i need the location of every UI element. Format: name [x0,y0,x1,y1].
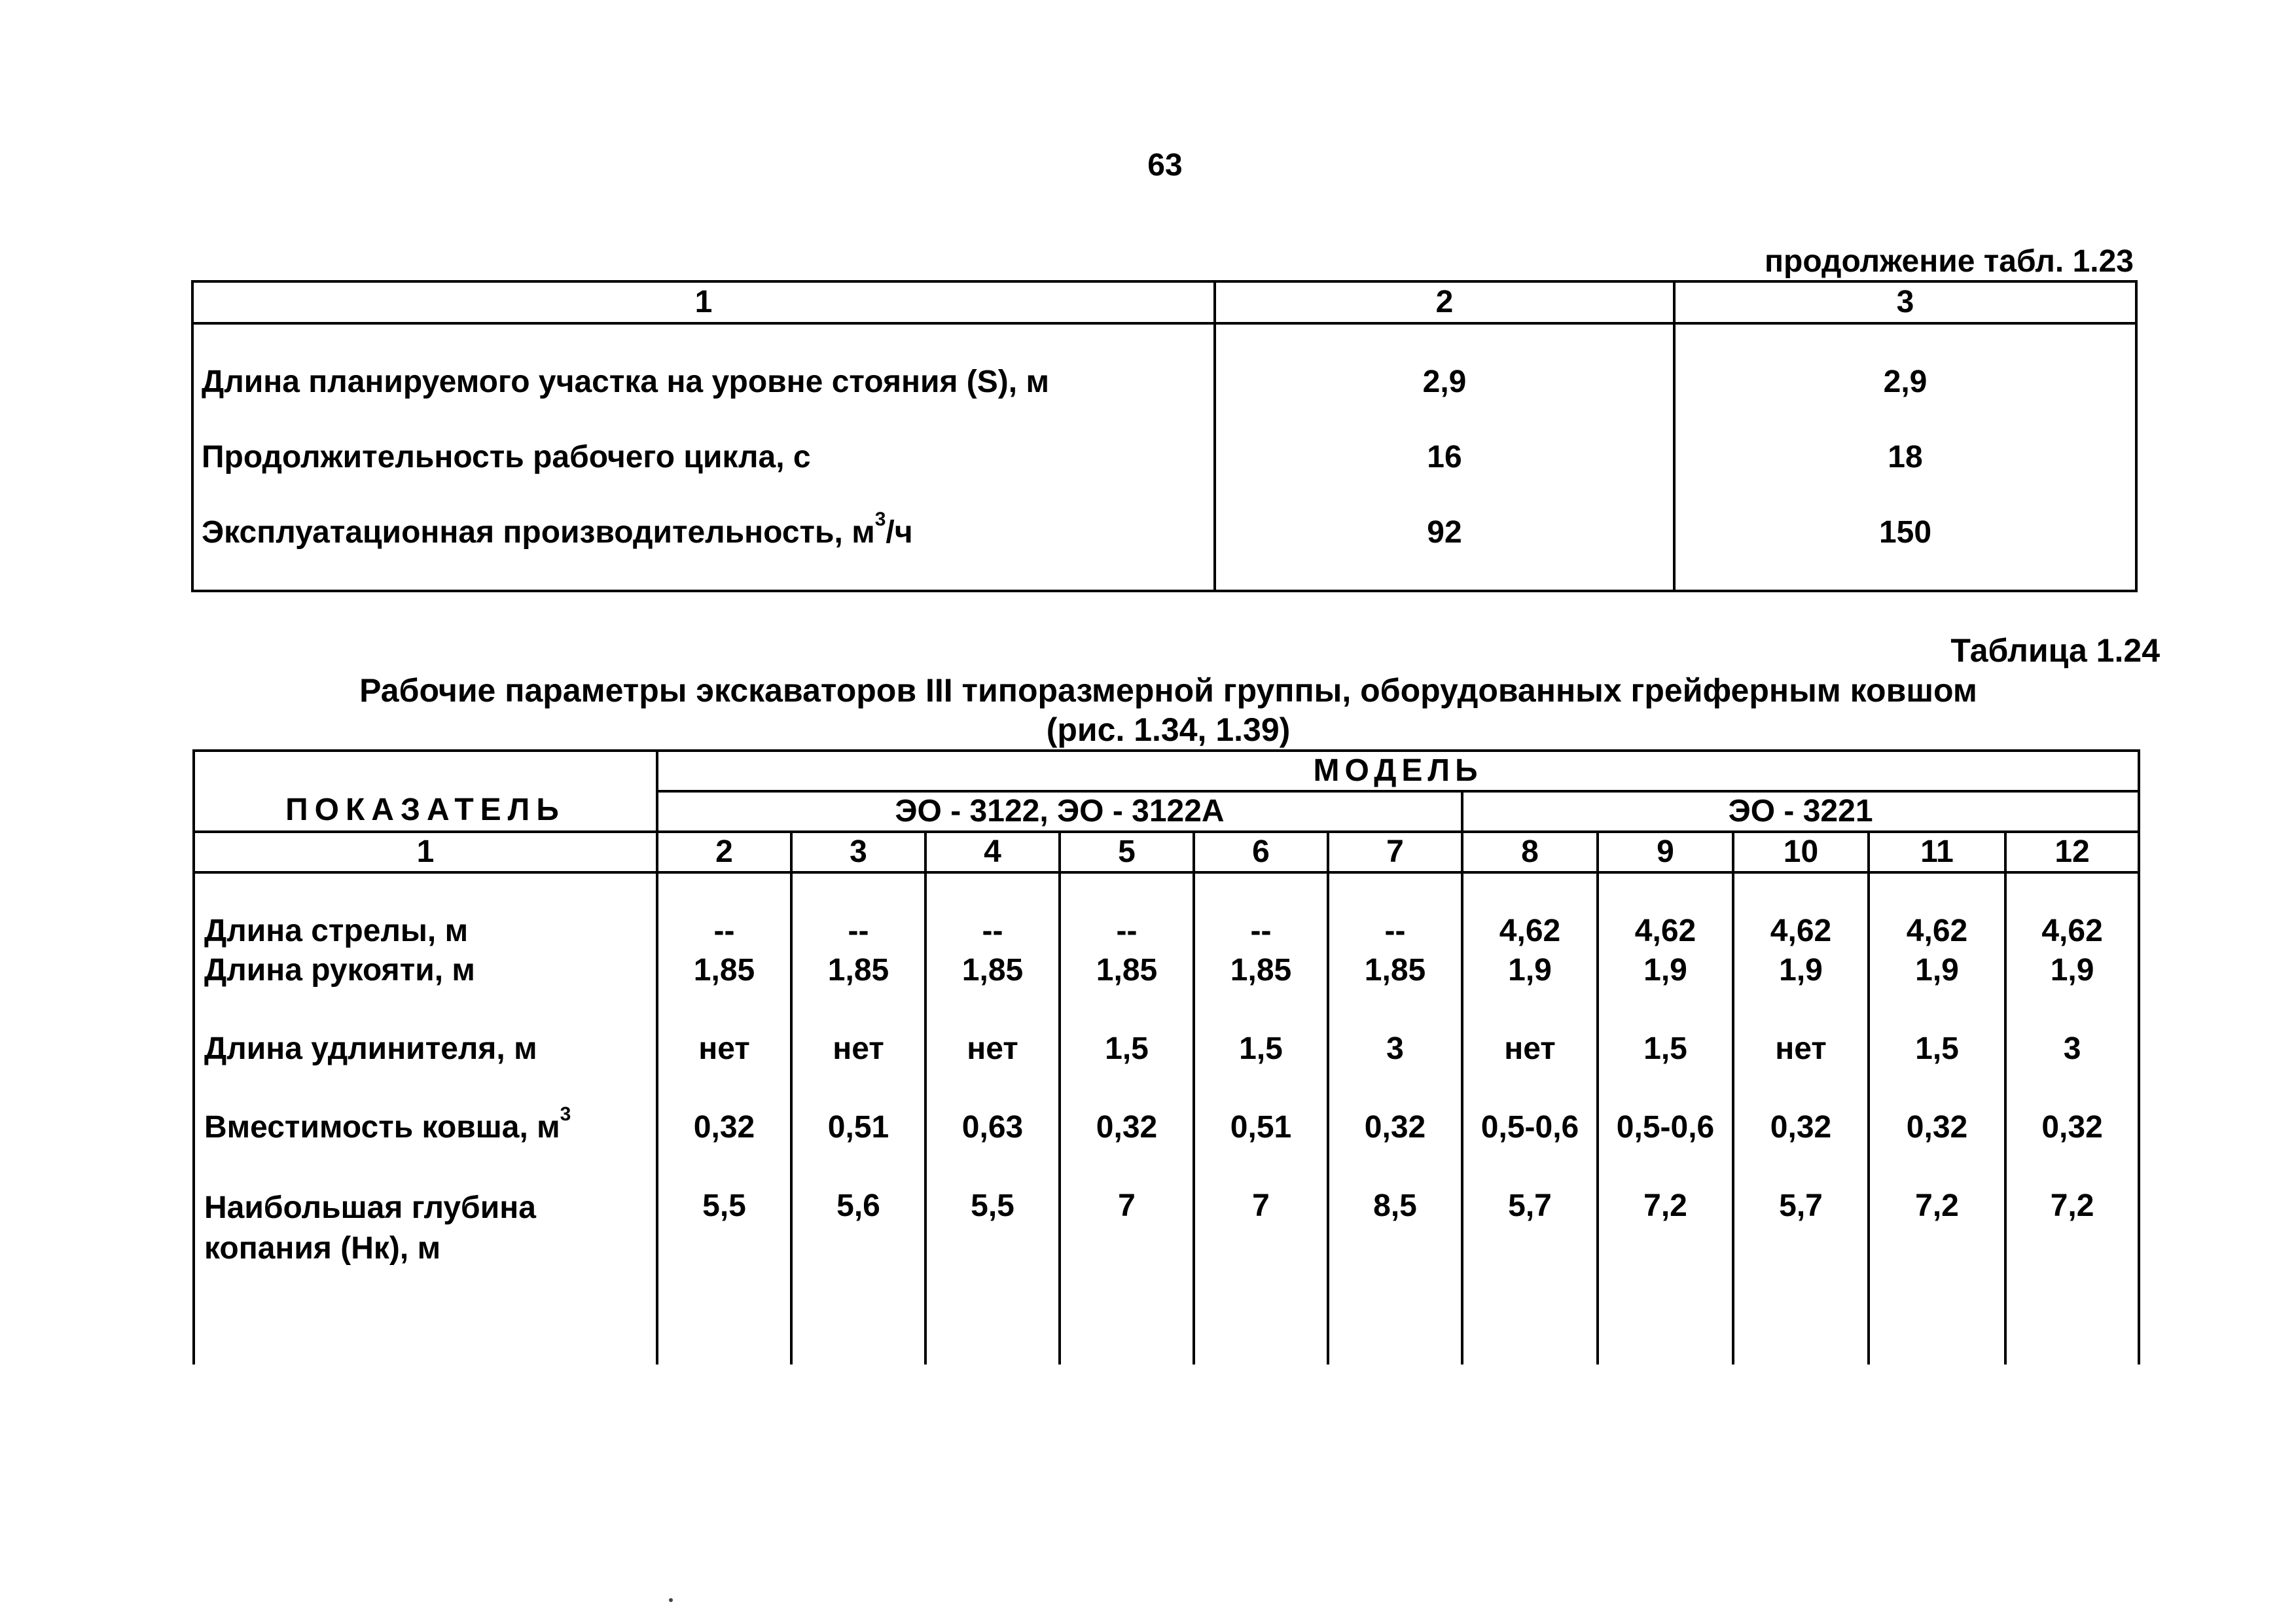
cell-value: 0,32 [1869,1109,2005,1188]
cell-value: 5,7 [1462,1188,1598,1364]
cell-value: 1,5 [1194,1031,1328,1109]
cell-value: 7,2 [1598,1188,1733,1364]
cell-value: -- [1328,872,1462,952]
cell-value: 1,5 [1869,1031,2005,1109]
column-number: 11 [1869,832,2005,872]
row-label: Длина планируемого участка на уровне стояния (S), м [192,323,1215,419]
table-title-line: (рис. 1.34, 1.39) [1046,711,1291,748]
cell-value: 0,32 [657,1109,791,1188]
cell-value: 3 [2005,1031,2139,1109]
cell-value: 1,9 [1462,952,1598,1031]
continuation-caption: продолжение табл. 1.23 [1765,244,2134,279]
cell-value: 1,9 [1733,952,1869,1031]
table-row [192,419,2136,495]
cell-value: 4,62 [1462,872,1598,952]
model-group-header: ЭО - 3122, ЭО - 3122А [657,791,1462,832]
cell-value: -- [1194,872,1328,952]
cell-value: 4,62 [1733,872,1869,952]
column-number: 7 [1328,832,1462,872]
cell-value: 1,85 [791,952,925,1031]
cell-value: 1,9 [1869,952,2005,1031]
cell-value: 4,62 [2005,872,2139,952]
column-number: 9 [1598,832,1733,872]
model-group-header: ЭО - 3221 [1462,791,2139,832]
table-1-24 [192,749,2140,1364]
cell-value: 4,62 [1869,872,2005,952]
row-label-line: Наибольшая глубина [204,1190,536,1225]
column-number: 10 [1733,832,1869,872]
cell-value: 1,85 [925,952,1060,1031]
cell-value: 2,9 [1674,323,2136,419]
page-number: 63 [1147,148,1183,183]
cell-value: 1,5 [1060,1031,1194,1109]
row-label: Длина удлинителя, м [194,1031,657,1109]
cell-value: 1,5 [1598,1031,1733,1109]
row-label [192,495,1215,591]
cell-value: 1,85 [1328,952,1462,1031]
column-number: 12 [2005,832,2139,872]
cell-value: 0,51 [791,1109,925,1188]
table-title-line: Рабочие параметры экскаваторов III типоразмерной группы, оборудованных грейферным ковшом [359,672,1977,709]
cell-value: нет [925,1031,1060,1109]
column-number: 3 [791,832,925,872]
cell-value: -- [925,872,1060,952]
column-number: 1 [192,281,1215,323]
table-1-23 [191,280,2138,592]
row-label: Продолжительность рабочего цикла, с [192,419,1215,495]
table-title [196,671,2140,749]
row-label: Длина стрелы, м [194,872,657,952]
row-label-unit: /ч [886,514,913,550]
cell-value: 0,63 [925,1109,1060,1188]
column-number: 1 [194,832,657,872]
column-number-row [194,832,2139,872]
cell-value: -- [657,872,791,952]
row-label [194,1188,657,1364]
row-label [194,1103,657,1188]
column-number: 6 [1194,832,1328,872]
cell-value: 1,85 [1194,952,1328,1031]
cell-value: 150 [1674,495,2136,591]
cell-value: 0,32 [1060,1109,1194,1188]
cell-value: 0,32 [1733,1109,1869,1188]
cell-value: 18 [1674,419,2136,495]
column-number: 3 [1674,281,2136,323]
table-row [194,872,2139,952]
row-label-text: Вместимость ковша, м [204,1110,560,1145]
cell-value: 5,7 [1733,1188,1869,1364]
cell-value: 7,2 [2005,1188,2139,1364]
table-row [194,1188,2139,1364]
column-number: 8 [1462,832,1598,872]
cell-value: 7,2 [1869,1188,2005,1364]
column-number: 4 [925,832,1060,872]
cell-value: -- [1060,872,1194,952]
column-number: 2 [1215,281,1674,323]
table-row [192,495,2136,591]
cell-value: 16 [1215,419,1674,495]
cell-value: 8,5 [1328,1188,1462,1364]
cell-value: 5,5 [925,1188,1060,1364]
cell-value: 0,51 [1194,1109,1328,1188]
cell-value: 3 [1328,1031,1462,1109]
cell-value: 1,9 [1598,952,1733,1031]
cell-value: нет [1733,1031,1869,1109]
row-label-text: Эксплуатационная производительность, м [202,514,875,550]
row-label-line: копания (Нк), м [204,1231,441,1266]
cell-value: нет [791,1031,925,1109]
cell-value: 0,32 [1328,1109,1462,1188]
table-row [194,1109,2139,1188]
table-row [194,952,2139,1031]
cell-value: 2,9 [1215,323,1674,419]
indicator-header: ПОКАЗАТЕЛЬ [194,751,657,832]
table-label: Таблица 1.24 [1950,632,2160,669]
cell-value: 0,5-0,6 [1598,1109,1733,1188]
model-header: МОДЕЛЬ [657,751,2139,791]
superscript: 3 [874,508,886,530]
cell-value: нет [657,1031,791,1109]
row-label: Длина рукояти, м [194,952,657,1031]
stray-mark [669,1598,673,1602]
cell-value: 4,62 [1598,872,1733,952]
cell-value: 7 [1060,1188,1194,1364]
cell-value: 0,32 [2005,1109,2139,1188]
cell-value: 92 [1215,495,1674,591]
column-number: 5 [1060,832,1194,872]
header-row-model [194,751,2139,791]
cell-value: 1,85 [1060,952,1194,1031]
table-row [192,323,2136,419]
cell-value: нет [1462,1031,1598,1109]
table-header-row [192,281,2136,323]
cell-value: 1,9 [2005,952,2139,1031]
cell-value: 0,5-0,6 [1462,1109,1598,1188]
cell-value: 7 [1194,1188,1328,1364]
column-number: 2 [657,832,791,872]
cell-value: 5,6 [791,1188,925,1364]
table-row [194,1031,2139,1109]
cell-value: 1,85 [657,952,791,1031]
cell-value: -- [791,872,925,952]
cell-value: 5,5 [657,1188,791,1364]
superscript: 3 [560,1103,571,1125]
